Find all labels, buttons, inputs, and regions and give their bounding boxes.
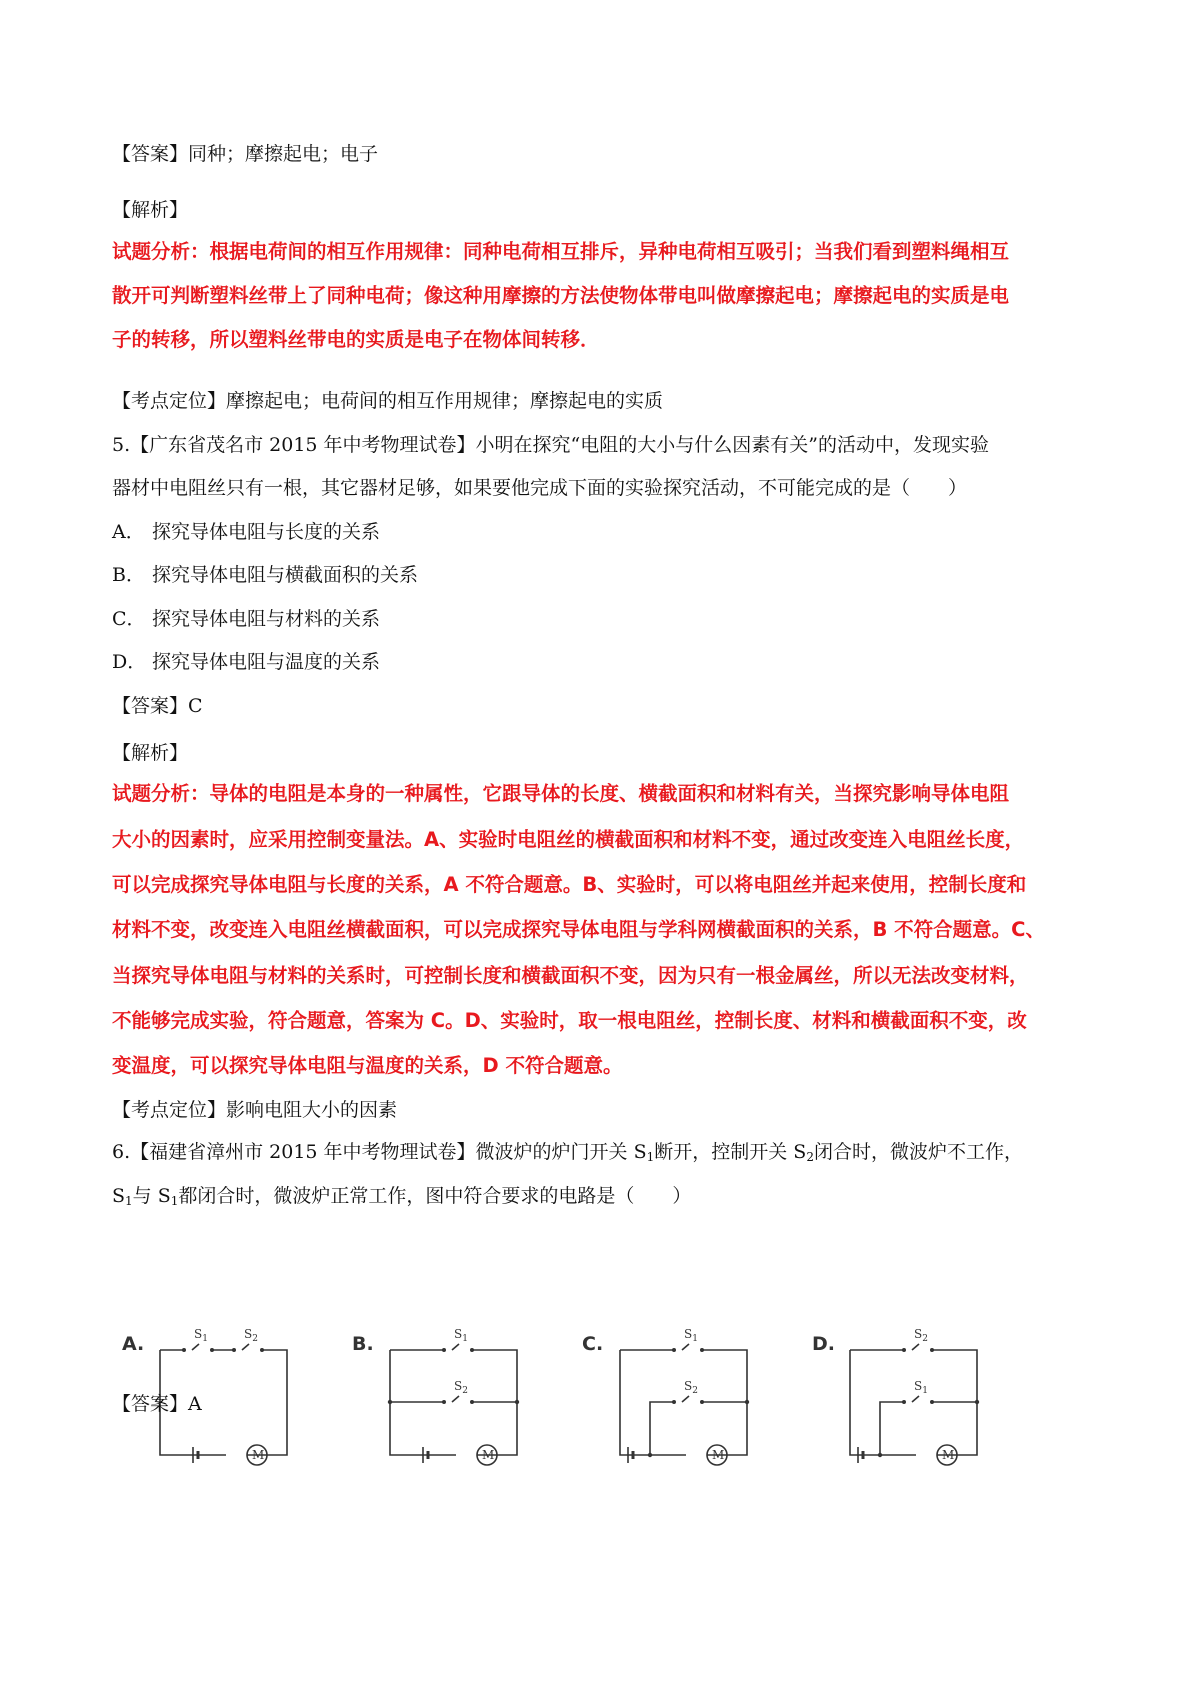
switch-label-s2: $S_2$ <box>454 1379 468 1396</box>
analysis-5-line-3: 可以完成探究导体电阻与长度的关系，A 不符合题意。B、实验时，可以将电阻丝并起来使用，控制长度和 <box>112 873 1027 896</box>
analysis-5-line-4: 材料不变，改变连入电阻丝横截面积，可以完成探究导体电阻与学科网横截面积的关系，B 不符合题意。C、 <box>112 918 1045 941</box>
option-letter: B． <box>112 564 145 586</box>
q5-option-b <box>112 561 418 589</box>
circuit-c <box>582 1327 749 1465</box>
answer-5: 【答案】C <box>112 695 203 717</box>
switch-label-s1: $S_1$ <box>194 1327 208 1344</box>
analysis-5-line-2: 大小的因素时，应采用控制变量法。A、实验时电阻丝的横截面积和材料不变，通过改变连入电阻丝长度， <box>112 828 1025 851</box>
q5-stem-line-2: 器材中电阻丝只有一根，其它器材足够，如果要他完成下面的实验探究活动，不可能完成的是（ ） <box>112 477 968 499</box>
q6-text: S <box>112 1185 126 1207</box>
option-text: 探究导体电阻与横截面积的关系 <box>152 564 419 586</box>
answer-6: 【答案】A <box>112 1393 202 1415</box>
subscript: 1 <box>170 1194 179 1208</box>
q6-stem-line-1 <box>112 1138 1023 1171</box>
q5-option-a <box>112 518 380 546</box>
switch-label-s1: $S_1$ <box>454 1327 468 1344</box>
analysis-heading-1: 【解析】 <box>112 199 189 221</box>
circuit-b <box>352 1327 519 1465</box>
kaodian-1: 【考点定位】摩擦起电；电荷间的相互作用规律；摩擦起电的实质 <box>112 390 664 412</box>
q6-text: 断开，控制开关 S <box>654 1141 807 1163</box>
q6-text: 都闭合时，微波炉正常工作，图中符合要求的电路是（ ） <box>178 1185 692 1207</box>
circuit-diagrams <box>112 1320 1102 1480</box>
q5-stem-line-1: 5.【广东省茂名市 2015 年中考物理试卷】小明在探究“电阻的大小与什么因素有关”的活动中，发现实验 <box>112 434 989 456</box>
analysis-1-line-3: 子的转移，所以塑料丝带电的实质是电子在物体间转移． <box>112 328 600 351</box>
answer-1: 【答案】同种；摩擦起电；电子 <box>112 143 379 165</box>
subscript: 2 <box>806 1150 814 1164</box>
q6-text: 6.【福建省漳州市 2015 年中考物理试卷】微波炉的炉门开关 S <box>112 1141 647 1163</box>
switch-label-s1: $S_1$ <box>684 1327 698 1344</box>
q5-option-d <box>112 648 380 676</box>
analysis-5-line-5: 当探究导体电阻与材料的关系时，可控制长度和横截面积不变，因为只有一根金属丝，所以无法改变材料， <box>112 964 1029 987</box>
circuit-label-c: C. <box>582 1333 604 1355</box>
option-text: 探究导体电阻与材料的关系 <box>152 608 381 630</box>
analysis-heading-5: 【解析】 <box>112 742 189 764</box>
motor-label: M <box>482 1448 495 1462</box>
option-text: 探究导体电阻与温度的关系 <box>152 651 381 673</box>
circuit-label-a: A. <box>122 1333 145 1355</box>
subscript: 1 <box>646 1150 655 1164</box>
motor-label: M <box>942 1448 955 1462</box>
option-text: 探究导体电阻与长度的关系 <box>152 521 381 543</box>
switch-label-s2: $S_2$ <box>244 1327 258 1344</box>
analysis-5-line-7: 变温度，可以探究导体电阻与温度的关系，D 不符合题意。 <box>112 1054 623 1077</box>
motor-label: M <box>712 1448 725 1462</box>
analysis-1-line-2: 散开可判断塑料丝带上了同种电荷；像这种用摩擦的方法使物体带电叫做摩擦起电；摩擦起电的实质是电 <box>112 284 1010 307</box>
analysis-1-line-1: 试题分析：根据电荷间的相互作用规律：同种电荷相互排斥，异种电荷相互吸引；当我们看到塑料绳相互 <box>112 240 1010 263</box>
q6-text: 闭合时，微波炉不工作， <box>813 1141 1023 1163</box>
option-letter: D． <box>112 651 147 673</box>
circuit-label-d: D. <box>812 1333 835 1355</box>
kaodian-5: 【考点定位】影响电阻大小的因素 <box>112 1099 398 1121</box>
circuit-label-b: B. <box>352 1333 374 1355</box>
switch-label-s1: $S_1$ <box>914 1379 928 1396</box>
subscript: 1 <box>125 1194 133 1208</box>
switch-label-s2: $S_2$ <box>914 1327 928 1344</box>
switch-label-s2: $S_2$ <box>684 1379 698 1396</box>
option-letter: C． <box>112 608 146 630</box>
analysis-5-line-1: 试题分析：导体的电阻是本身的一种属性，它跟导体的长度、横截面积和材料有关，当探究影响导体电阻 <box>112 782 1010 805</box>
option-letter: A． <box>112 521 145 543</box>
motor-label: M <box>252 1448 265 1462</box>
q6-text: 与 S <box>132 1185 171 1207</box>
q5-option-c <box>112 605 380 633</box>
document-page <box>112 0 1102 1698</box>
circuit-d <box>812 1327 979 1465</box>
q6-stem-line-2 <box>112 1182 691 1215</box>
analysis-5-line-6: 不能够完成实验，符合题意，答案为 C。D、实验时，取一根电阻丝，控制长度、材料和横截面积不变，改 <box>112 1009 1027 1032</box>
